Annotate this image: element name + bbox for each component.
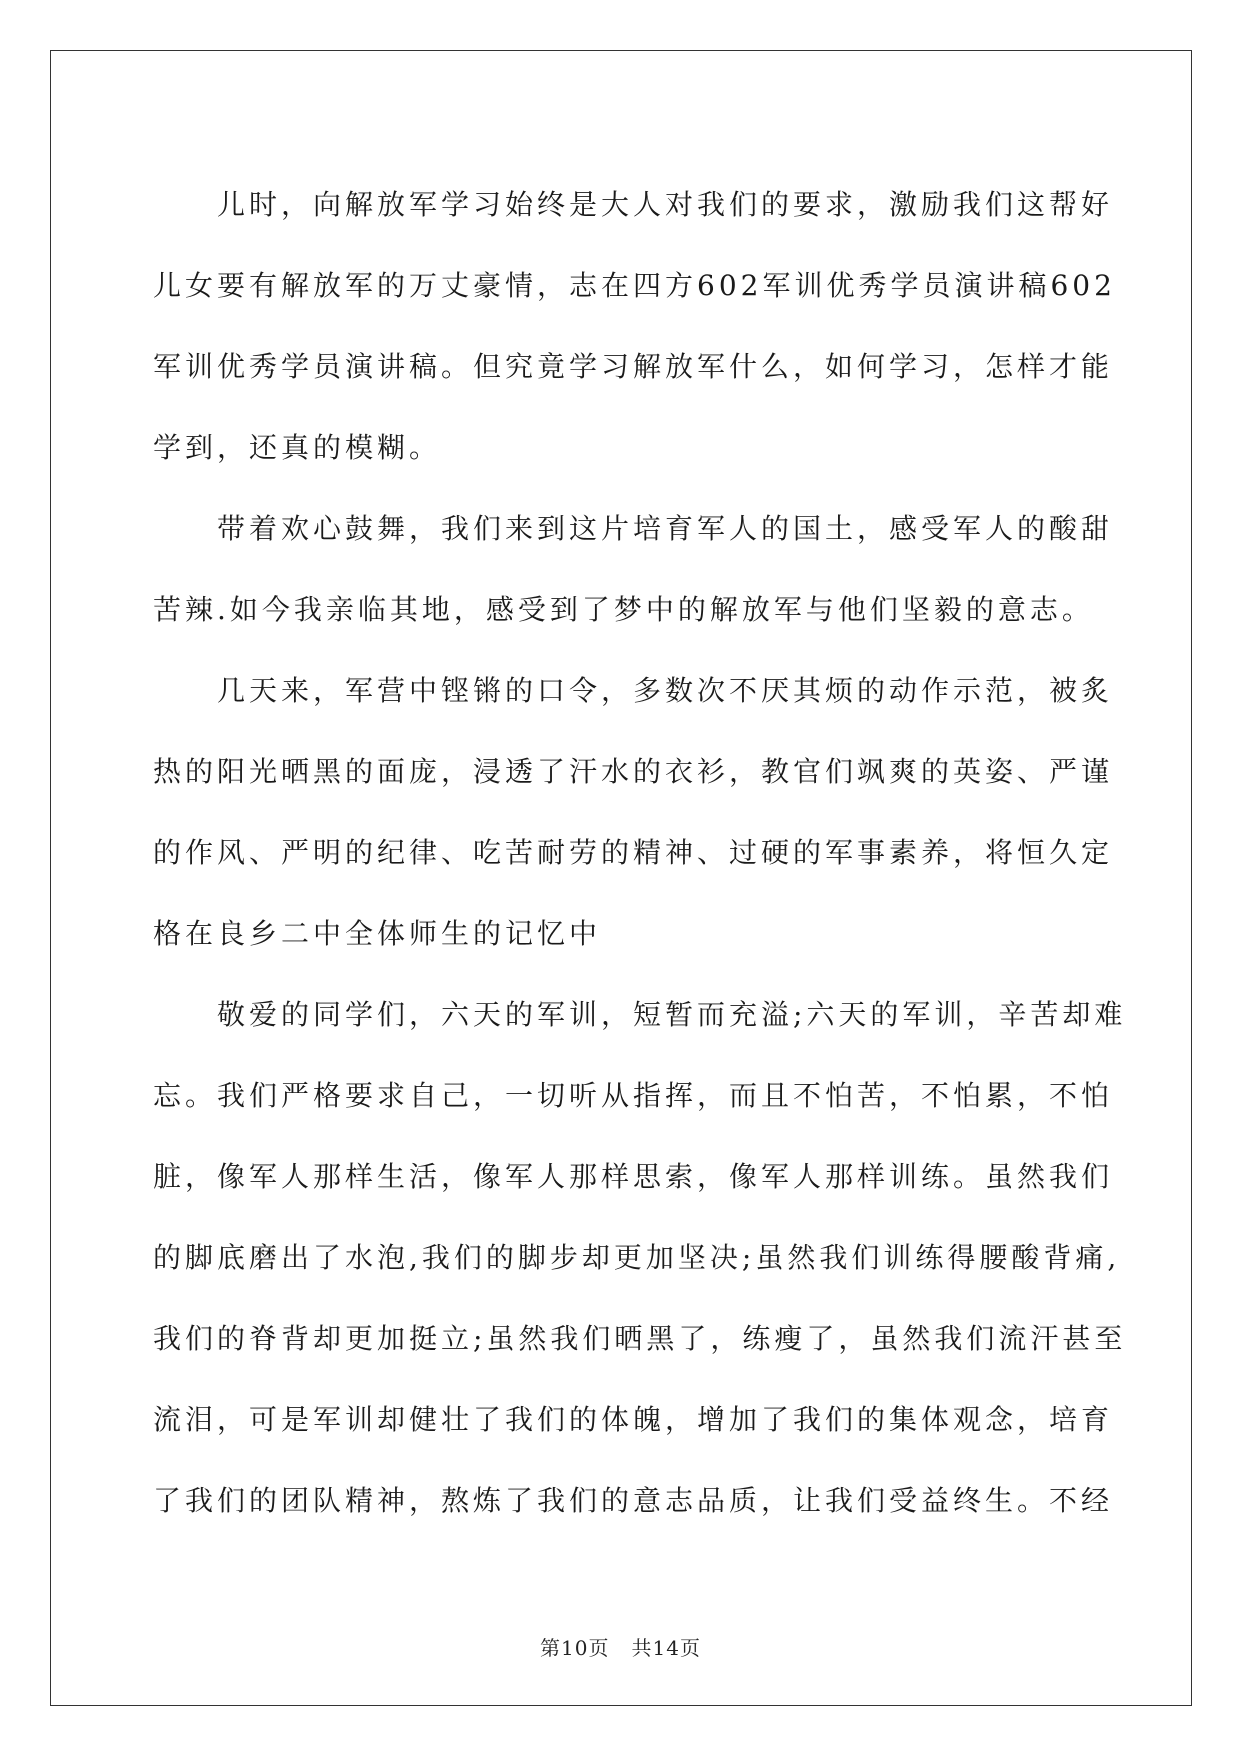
text-line: 苦辣.如今我亲临其地，感受到了梦中的解放军与他们坚毅的意志。 [153,593,1094,626]
paragraph-3 [153,650,1114,974]
text-line: 流泪，可是军训却健壮了我们的体魄，增加了我们的集体观念，培育 [153,1403,1114,1436]
text-line: 学到，还真的模糊。 [153,431,442,464]
page-footer [0,1632,1241,1661]
paragraph-1 [153,164,1116,488]
page-total: 共14页 [631,1636,701,1660]
text-line: 的脚底磨出了水泡,我们的脚步却更加坚决;虽然我们训练得腰酸背痛, [153,1241,1121,1274]
text-line: 的作风、严明的纪律、吃苦耐劳的精神、过硬的军事素养，将恒久定 [153,836,1114,869]
text-line: 军训优秀学员演讲稿。但究竟学习解放军什么，如何学习，怎样才能 [153,350,1114,383]
text-line: 儿时，向解放军学习始终是大人对我们的要求，激励我们这帮好 [217,188,1114,221]
text-line: 热的阳光晒黑的面庞，浸透了汗水的衣衫，教官们飒爽的英姿、严谨 [153,755,1114,788]
text-line: 脏，像军人那样生活，像军人那样思索，像军人那样训练。虽然我们 [153,1160,1114,1193]
text-line: 我们的脊背却更加挺立;虽然我们晒黑了，练瘦了，虽然我们流汗甚至 [153,1322,1127,1355]
text-line: 带着欢心鼓舞，我们来到这片培育军人的国土，感受军人的酸甜 [217,512,1114,545]
text-line: 儿女要有解放军的万丈豪情，志在四方602军训优秀学员演讲稿602 [153,269,1116,302]
text-line: 格在良乡二中全体师生的记忆中 [153,917,602,950]
text-line: 了我们的团队精神，熬炼了我们的意志品质，让我们受益终生。不经 [153,1484,1114,1517]
footer-gap [609,1636,631,1660]
text-line: 忘。我们严格要求自己，一切听从指挥，而且不怕苦，不怕累，不怕 [153,1079,1114,1112]
text-line: 几天来，军营中铿锵的口令，多数次不厌其烦的动作示范，被炙 [217,674,1114,707]
paragraph-4 [153,974,1127,1541]
document-body [153,164,1127,1541]
text-line: 敬爱的同学们，六天的军训，短暂而充溢;六天的军训，辛苦却难 [217,998,1127,1031]
paragraph-2 [153,488,1114,650]
page-number: 第10页 [540,1636,610,1660]
